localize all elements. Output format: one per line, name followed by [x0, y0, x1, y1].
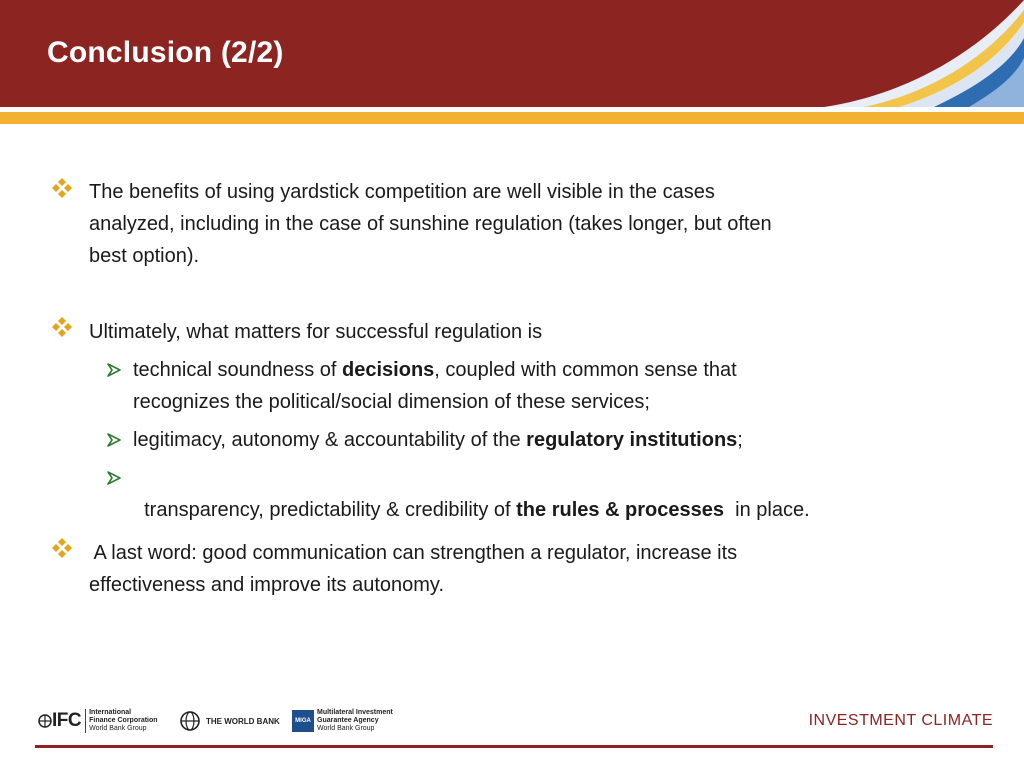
sub-bullet-2 — [133, 424, 743, 456]
sub-bullet-1-bold: decisions — [342, 359, 435, 381]
bullet-2-text: Ultimately, what matters for successful regulation is — [89, 321, 543, 343]
investment-climate-brand: INVESTMENT CLIMATE — [808, 712, 993, 729]
ifc-name-1: International — [89, 709, 132, 716]
sub-bullet-2-pre: legitimacy, autonomy & accountability of the — [133, 429, 527, 451]
sub-bullet-2-bold: regulatory institutions — [526, 429, 738, 451]
diamond-bullet-icon — [51, 316, 73, 338]
sub-bullet-3-bold: the rules & processes — [516, 499, 725, 521]
ifc-name-2: Finance Corporation — [89, 717, 158, 724]
bullet-1-line-1: The benefits of using yardstick competition are well visible in the cases — [89, 181, 715, 203]
slide-title: Conclusion (2/2) — [47, 36, 284, 69]
bullet-1-line-2: analyzed, including in the case of sunshine regulation (takes longer, but often — [89, 213, 772, 235]
bullet-1-line-3: best option). — [89, 245, 200, 267]
sub-bullet-3-post: in place. — [724, 499, 810, 521]
sub-bullet-3 — [133, 462, 810, 526]
sub-bullet-1-line-2: recognizes the political/social dimension of these services; — [133, 391, 650, 413]
header-banner — [0, 0, 1024, 107]
miga-name-1: Multilateral Investment — [317, 709, 393, 716]
miga-name-3: World Bank Group — [317, 725, 375, 732]
miga-logo — [292, 706, 393, 736]
footer-rule — [35, 745, 993, 748]
arrow-bullet-icon — [106, 432, 122, 448]
globe-icon — [38, 714, 52, 728]
world-bank-text: THE WORLD BANK — [206, 716, 280, 726]
diamond-bullet-icon — [51, 177, 73, 199]
arrow-bullet-icon — [106, 362, 122, 378]
header-divider-gold — [0, 112, 1024, 124]
world-bank-logo — [180, 706, 280, 736]
sub-bullet-2-post: ; — [737, 429, 743, 451]
ifc-logo — [38, 706, 158, 736]
sub-bullet-3-pre: transparency, predictability & credibility of — [144, 499, 517, 521]
bullet-3-line-2: effectiveness and improve its autonomy. — [89, 574, 444, 596]
world-bank-globe-icon — [180, 711, 200, 731]
miga-name-2: Guarantee Agency — [317, 717, 379, 724]
arrow-bullet-icon — [106, 470, 122, 486]
miga-mark: MIGA — [292, 710, 314, 732]
sub-bullet-1-line-1 — [133, 354, 737, 386]
decorative-swoosh — [794, 0, 1024, 107]
sub-bullet-1-post: , coupled with common sense that — [434, 359, 737, 381]
ifc-mark: IFC — [52, 710, 82, 731]
bullet-3-line-1: A last word: good communication can strengthen a regulator, increase its — [89, 542, 738, 564]
diamond-bullet-icon — [51, 537, 73, 559]
ifc-name-3: World Bank Group — [89, 725, 147, 732]
sub-bullet-1-pre: technical soundness of — [133, 359, 343, 381]
